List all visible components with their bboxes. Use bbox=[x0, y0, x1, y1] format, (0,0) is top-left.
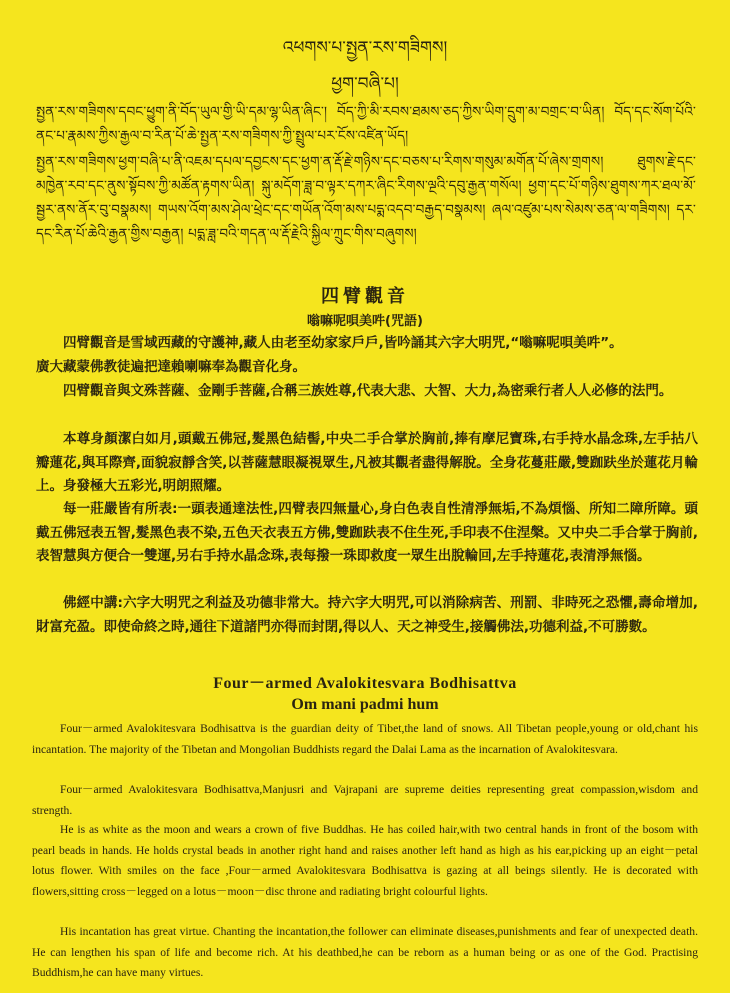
tibetan-paragraph-2: སྤྱན་རས་གཟིགས་ཕྱག་བཞི་པ་ནི་འཇམ་དཔལ་དབྱངས་དང་ཕྱག་ན་རྡོ་རྗེ་གཉིས་དང་བཅས་པ་རིགས་གསུམ་མགོན་པོ་ཞེས་གྲགས། ཐུགས་རྗེ་དང་མཁྱེན་རབ་དང་ནུས་སྟོབས་ཀྱི་མཚོན་རྟགས་ཡིན། སྐུ་མདོག་ཟླ་བ་ལྟར་དཀར་ཞིང་རིགས་ལྔའི་དབུ་རྒྱན་གསོལ། ཕྱག་དང་པོ་གཉིས་ཐུགས་ཀར་ཐལ་མོ་སྦྱར་ནས་ནོར་བུ་བསྣམས། གཡས་འོག་མས་ཤེལ་ཕྲེང་དང་གཡོན་འོག་མས་པདྨ་འདབ་བརྒྱད་བསྣམས། ཞལ་འཛུམ་པས་སེམས་ཅན་ལ་གཟིགས། དར་དང་རིན་པོ་ཆེའི་རྒྱན་གྱིས་བརྒྱན། པདྨ་ཟླ་བའི་གདན་ལ་རྡོ་རྗེའི་སྐྱིལ་ཀྲུང་གིས་བཞུགས། bbox=[36, 154, 696, 242]
english-subtitle: Om mani padmi hum bbox=[291, 696, 439, 713]
tibetan-title: འཕགས་པ་སྤྱན་རས་གཟིགས། bbox=[282, 38, 448, 58]
chinese-paragraph-4: 每一莊嚴皆有所表:一頭表通達法性,四臂表四無量心,身白色表自性清淨無垢,不為煩惱、所知二障所障。頭戴五佛冠表五智,髮黑色表不染,五色天衣表五方佛,雙跏趺表不住生死,手印表不住涅槃。又中央二手合掌于胸前,表智慧與方便合一雙運,另右手持水晶念珠,表每撥一珠即救度一眾生出脫輪回,左手持蓮花,表清淨無惱。 bbox=[36, 501, 698, 564]
english-paragraph-4: His incantation has great virtue. Chanting the incantation,the follower can eliminate diseases,punishments and fear of unexpected death. He can lengthen his span of life and become rich. At his deathbed,he can be reborn as a human being or as one of the God. Practising Buddhism,he can have many virtues. bbox=[32, 925, 698, 979]
tibetan-paragraph-1: སྤྱན་རས་གཟིགས་དབང་ཕྱུག་ནི་བོད་ཡུལ་གྱི་ཡི་དམ་ལྷ་ཡིན་ཞིང་། བོད་ཀྱི་མི་རབས་ཐམས་ཅད་ཀྱིས་ཡིག་དྲུག་མ་བགྲང་བ་ཡིན། བོད་དང་སོག་པོའི་ནང་པ་རྣམས་ཀྱིས་རྒྱལ་བ་རིན་པོ་ཆེ་སྤྱན་རས་གཟིགས་ཀྱི་སྤྲུལ་པར་ངོས་འཛིན་ཡོད། bbox=[36, 104, 696, 144]
chinese-paragraph-1-sentence-2: 廣大藏蒙佛教徒遍把達賴喇嘛奉為觀音化身。 bbox=[36, 358, 306, 375]
chinese-paragraph-1 bbox=[36, 332, 698, 379]
chinese-paragraph-1-sentence-1: 四臂觀音是雪域西藏的守護神,藏人由老至幼家家戶戶,皆吟誦其六字大明咒,“嗡嘛呢唄美吽”。 bbox=[63, 335, 623, 351]
english-paragraph-3: He is as white as the moon and wears a crown of five Buddhas. He has coiled hair,with two central hands in front of the bosom with pearl beads in hands. He holds crystal beads in another right hand and raises another left hand as high as his ear,picking up an eight－petal lotus flower. With smiles on the face ,Four－armed Avalokitesvara Bodhisattva is gazing at all beings silently. He is decorated with flowers,sitting cross－legged on a lotus－moon－disc throne and radiating bright colourful lights. bbox=[32, 823, 698, 898]
chinese-paragraph-3: 本尊身顏潔白如月,頭戴五佛冠,髮黑色結髻,中央二手合掌於胸前,捧有摩尼寶珠,右手持水晶念珠,左手拈八瓣蓮花,與耳際齊,面貌寂靜含笑,以菩薩慧眼凝視眾生,凡被其觀者盡得解脫。全身花蔓莊嚴,雙跏趺坐於蓮花月輪上。身發極大五彩光,明朗照耀。 bbox=[36, 431, 698, 494]
english-title: Four－armed Avalokitesvara Bodhisattva bbox=[213, 675, 517, 692]
chinese-title: 四臂觀音 bbox=[321, 286, 409, 307]
tibetan-subtitle: ཕྱག་བཞི་པ། bbox=[331, 74, 399, 94]
chinese-paragraph-5: 佛經中講:六字大明咒之利益及功德非常大。持六字大明咒,可以消除病苦、刑罰、非時死之恐懼,壽命增加,財富充盈。即使命終之時,通往下道諸門亦得而封閉,得以人、天之神受生,接觸佛法,功德利益,不可勝數。 bbox=[36, 595, 698, 635]
english-paragraph-1: Four－armed Avalokitesvara Bodhisattva is the guardian deity of Tibet,the land of snows. All Tibetan people,young or old,chant his incantation. The majority of the Tibetan and Mongolian Buddhists regard the Dalai Lama as the incarnation of Avalokitesvara. bbox=[32, 722, 698, 756]
chinese-paragraph-2: 四臂觀音與文殊菩薩、金剛手菩薩,合稱三族姓尊,代表大悲、大智、大力,為密乘行者人人必修的法門。 bbox=[63, 383, 673, 399]
chinese-subtitle: 嗡嘛呢唄美吽(咒語) bbox=[307, 314, 423, 329]
english-paragraph-2: Four－armed Avalokitesvara Bodhisattva,Manjusri and Vajrapani are supreme deities representing great compassion,wisdom and strength. bbox=[32, 783, 698, 817]
